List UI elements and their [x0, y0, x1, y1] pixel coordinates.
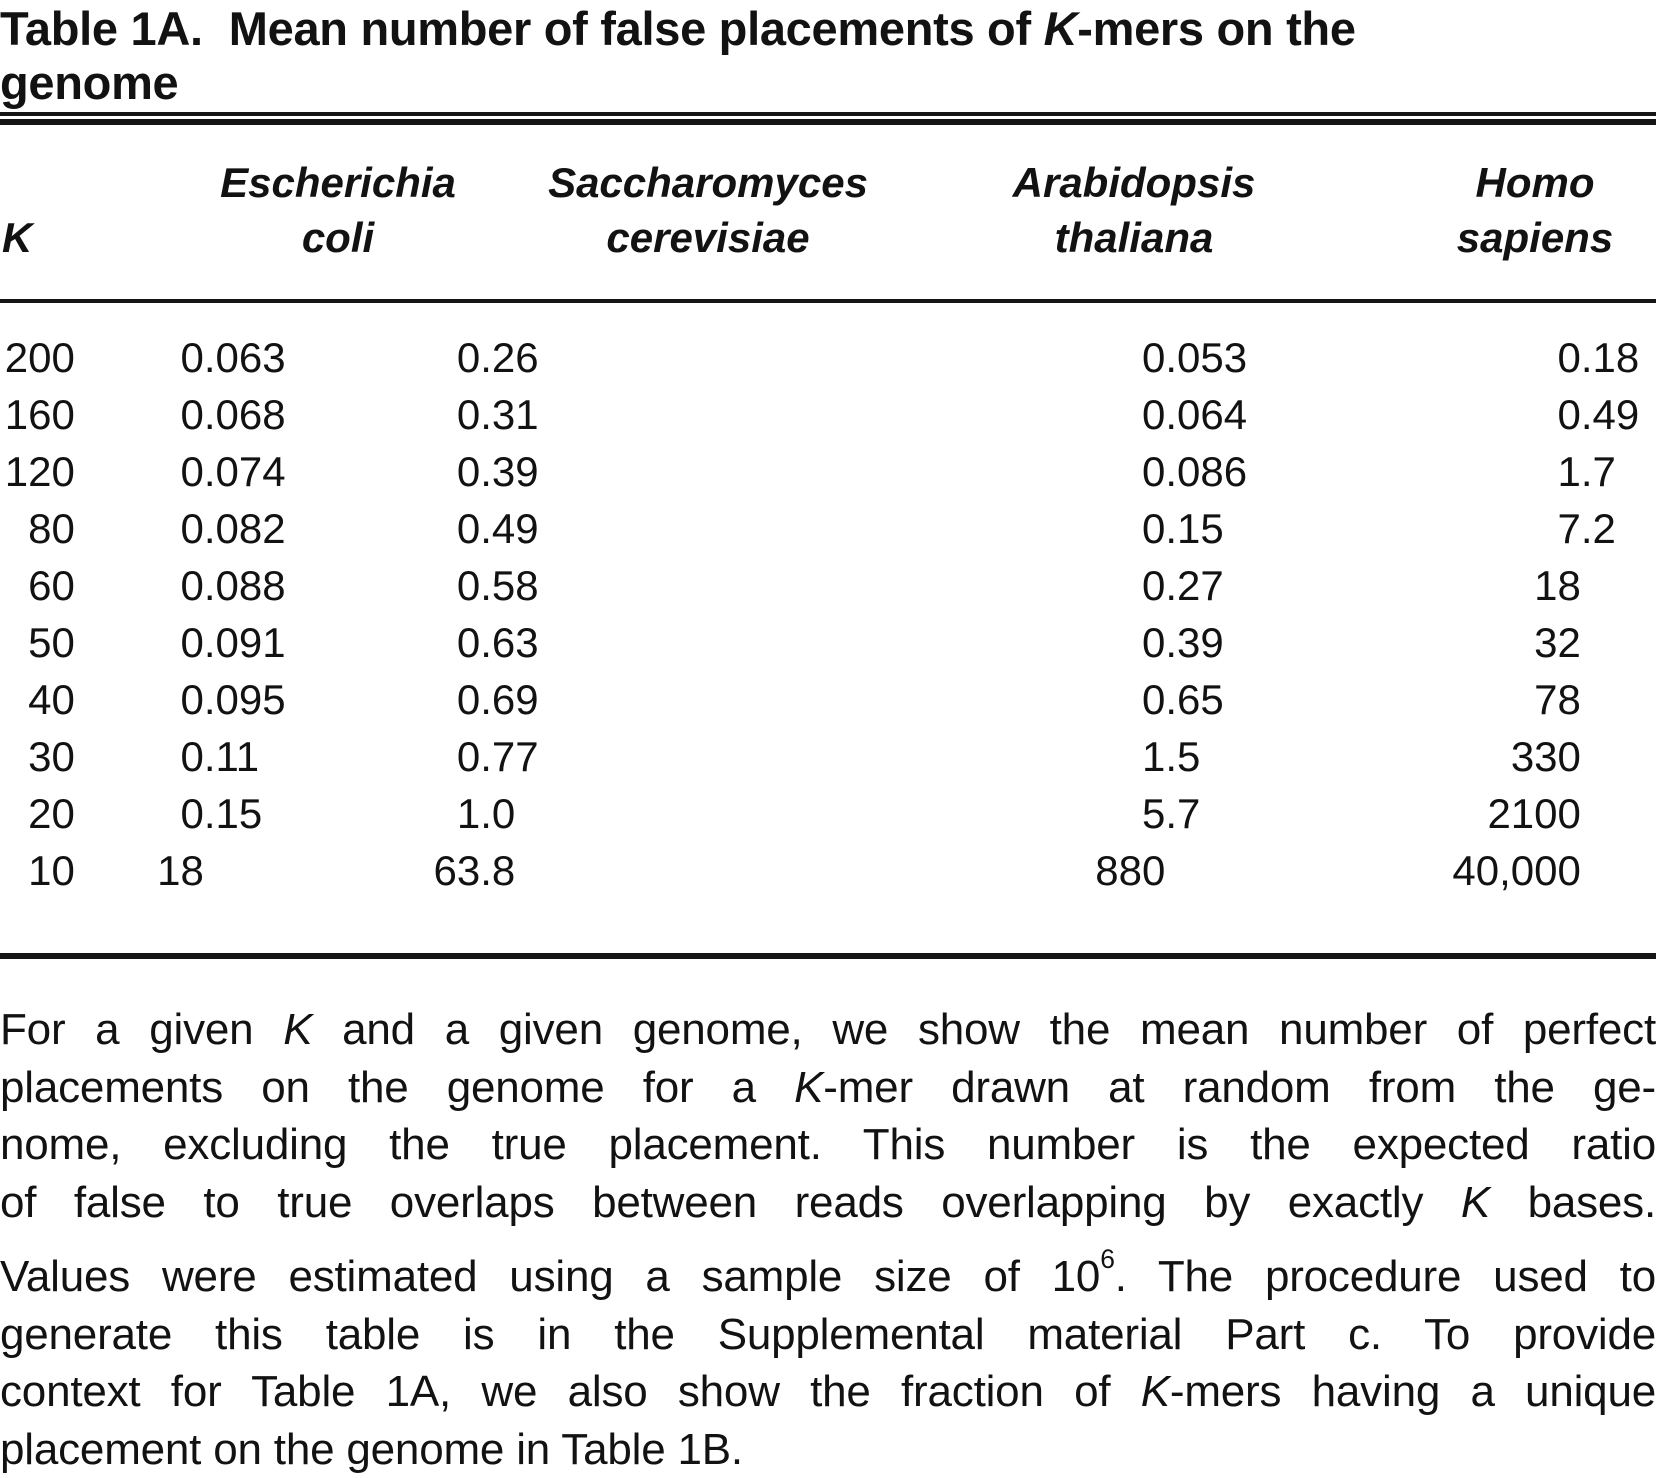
table-cell-k: 40 [0, 671, 79, 728]
value-fraction-part: .39 [480, 443, 538, 500]
column-header-line: cerevisiae [606, 210, 809, 265]
text-segment: K [283, 1005, 312, 1054]
value-integer-part: 0 [79, 614, 204, 671]
table-cell [333, 728, 702, 785]
value-integer-part: 0 [79, 443, 204, 500]
table-cell-k: 10 [0, 842, 79, 899]
value-integer-part: 0 [333, 671, 480, 728]
table-cell [702, 500, 1291, 557]
value-fraction-part: .7 [1165, 785, 1200, 842]
text-segment: For a given [0, 1005, 283, 1054]
table-cell [79, 443, 333, 500]
column-header-k [0, 210, 92, 265]
table-cell [333, 671, 702, 728]
text-segment: of false to true overlaps between reads overlapping by exactly [0, 1178, 1461, 1227]
value-integer-part: 0 [702, 329, 1165, 386]
table-title [0, 0, 1656, 110]
table-row [0, 443, 1656, 500]
value-integer-part: 0 [79, 557, 204, 614]
text-segment: K [1461, 1178, 1490, 1227]
text-segment: K [1141, 1367, 1170, 1416]
value-integer-part: 0 [333, 500, 480, 557]
table-cell [1291, 842, 1656, 899]
table-cell-k: 80 [0, 500, 79, 557]
value-fraction-part: .11 [204, 728, 259, 785]
table-cell [79, 842, 333, 899]
table-title-text-2 [0, 56, 178, 109]
table-body [0, 303, 1656, 899]
text-segment: placement on the genome in Table 1B. [0, 1425, 743, 1474]
value-fraction-part: .49 [1581, 386, 1639, 443]
value-integer-part: 63 [333, 842, 480, 899]
table-cell-k: 200 [0, 329, 79, 386]
table-cell [1291, 614, 1656, 671]
value-fraction-part: .082 [204, 500, 286, 557]
value-fraction-part: .074 [204, 443, 286, 500]
table-cell [79, 557, 333, 614]
value-integer-part: 5 [702, 785, 1165, 842]
caption-line [0, 1306, 1656, 1364]
value-fraction-part: .095 [204, 671, 286, 728]
value-integer-part: 0 [79, 728, 204, 785]
text-segment: nome, excluding the true placement. This number is the expected ratio [0, 1120, 1656, 1169]
table-cell [702, 842, 1291, 899]
table-caption [0, 1001, 1656, 1478]
text-segment: K [1044, 2, 1078, 55]
column-header-line: Escherichia [220, 155, 456, 210]
value-integer-part: 0 [79, 329, 204, 386]
value-fraction-part: .27 [1165, 557, 1223, 614]
value-integer-part: 0 [1291, 329, 1581, 386]
value-integer-part: 0 [333, 443, 480, 500]
caption-line [0, 1059, 1656, 1117]
caption-line [0, 1001, 1656, 1059]
table-row [0, 386, 1656, 443]
value-fraction-part: .31 [480, 386, 538, 443]
table-cell [333, 785, 702, 842]
table-number-label: Table 1A. [0, 2, 203, 55]
table-cell [333, 614, 702, 671]
table-cell [702, 785, 1291, 842]
table-cell [333, 500, 702, 557]
value-integer-part: 78 [1291, 671, 1581, 728]
value-integer-part: 7 [1291, 500, 1581, 557]
value-fraction-part: .091 [204, 614, 286, 671]
table-cell [1291, 329, 1656, 386]
table-cell-k: 20 [0, 785, 79, 842]
table-cell [702, 386, 1291, 443]
value-integer-part: 0 [333, 386, 480, 443]
column-header [1436, 155, 1634, 265]
column-header-line: sapiens [1457, 210, 1613, 265]
text-segment: -mers on the [1077, 2, 1355, 55]
value-fraction-part: .69 [480, 671, 538, 728]
table-cell [1291, 500, 1656, 557]
value-integer-part: 880 [702, 842, 1165, 899]
table-cell [333, 557, 702, 614]
value-integer-part: 0 [702, 386, 1165, 443]
text-segment: context for Table 1A, we also show the fraction of [0, 1367, 1141, 1416]
table-title-line2 [0, 56, 1656, 110]
table-cell [1291, 557, 1656, 614]
text-segment: -mer drawn at random from the ge- [823, 1063, 1656, 1112]
table-cell [1291, 728, 1656, 785]
table-cell [79, 785, 333, 842]
table-cell [79, 671, 333, 728]
value-integer-part: 1 [333, 785, 480, 842]
value-integer-part: 1 [702, 728, 1165, 785]
column-header-line: coli [302, 210, 374, 265]
column-header [832, 155, 1436, 265]
table-cell [333, 443, 702, 500]
value-integer-part: 0 [333, 614, 480, 671]
value-integer-part: 18 [79, 842, 204, 899]
text-segment: 6 [1100, 1244, 1114, 1274]
caption-line [0, 1231, 1656, 1306]
value-fraction-part: .26 [480, 329, 538, 386]
table-cell [79, 500, 333, 557]
table-cell [333, 386, 702, 443]
table-cell [1291, 443, 1656, 500]
value-fraction-part: .053 [1165, 329, 1247, 386]
value-integer-part: 0 [702, 614, 1165, 671]
value-integer-part: 0 [333, 329, 480, 386]
value-integer-part: 0 [702, 671, 1165, 728]
table-cell [702, 614, 1291, 671]
table-title-text [229, 2, 1356, 55]
table-row [0, 671, 1656, 728]
table-row [0, 329, 1656, 386]
value-integer-part: 0 [79, 386, 204, 443]
value-fraction-part: .18 [1581, 329, 1639, 386]
value-integer-part: 1 [1291, 443, 1581, 500]
table-cell [79, 614, 333, 671]
value-fraction-part: .063 [204, 329, 286, 386]
value-integer-part: 40,000 [1291, 842, 1581, 899]
value-integer-part: 18 [1291, 557, 1581, 614]
column-header-line: Homo [1476, 155, 1595, 210]
column-header-row [0, 125, 1656, 265]
bottom-rule [0, 953, 1656, 959]
table-cell [333, 329, 702, 386]
value-fraction-part: .58 [480, 557, 538, 614]
value-integer-part: 0 [1291, 386, 1581, 443]
table-cell [1291, 671, 1656, 728]
table-row [0, 842, 1656, 899]
text-segment: K [794, 1063, 823, 1112]
table-cell [702, 329, 1291, 386]
value-integer-part: 0 [79, 785, 204, 842]
table-row [0, 728, 1656, 785]
top-rule-thin [0, 112, 1656, 116]
table-cell [1291, 386, 1656, 443]
table-cell [702, 728, 1291, 785]
caption-line [0, 1174, 1656, 1232]
table-cell-k: 120 [0, 443, 79, 500]
table-row [0, 557, 1656, 614]
value-integer-part: 0 [702, 443, 1165, 500]
value-fraction-part: .068 [204, 386, 286, 443]
table-cell [702, 443, 1291, 500]
table-cell [702, 557, 1291, 614]
table-cell [333, 842, 702, 899]
value-fraction-part: .63 [480, 614, 538, 671]
text-segment: placements on the genome for a [0, 1063, 794, 1112]
table-cell-k: 30 [0, 728, 79, 785]
table-row [0, 500, 1656, 557]
table-cell-k: 160 [0, 386, 79, 443]
value-fraction-part: .15 [1165, 500, 1223, 557]
value-integer-part: 32 [1291, 614, 1581, 671]
value-integer-part: 0 [333, 728, 480, 785]
value-fraction-part: .39 [1165, 614, 1223, 671]
value-fraction-part: .088 [204, 557, 286, 614]
column-header-line: Saccharomyces [548, 155, 868, 210]
value-fraction-part: .7 [1581, 443, 1616, 500]
caption-line [0, 1421, 1656, 1478]
table-row [0, 785, 1656, 842]
text-segment: generate this table is in the Supplemental material Part c. To provide [0, 1310, 1656, 1359]
table-row [0, 614, 1656, 671]
value-fraction-part: .0 [480, 785, 515, 842]
value-fraction-part: .49 [480, 500, 538, 557]
table-cell [1291, 785, 1656, 842]
value-integer-part: 0 [79, 671, 204, 728]
table-cell [702, 671, 1291, 728]
table-cell [79, 329, 333, 386]
value-fraction-part: .5 [1165, 728, 1200, 785]
column-header-line: thaliana [1055, 210, 1214, 265]
caption-line [0, 1116, 1656, 1174]
table-cell-k: 50 [0, 614, 79, 671]
table-cell [79, 728, 333, 785]
text-segment: . The procedure used to [1115, 1252, 1656, 1301]
value-fraction-part: .8 [480, 842, 515, 899]
value-fraction-part: .65 [1165, 671, 1223, 728]
value-fraction-part: .77 [480, 728, 538, 785]
text-segment: genome [0, 56, 178, 109]
top-double-rule [0, 112, 1656, 125]
table-cell-k: 60 [0, 557, 79, 614]
table-title-line1 [0, 2, 1656, 56]
text-segment: -mers having a unique [1170, 1367, 1656, 1416]
value-integer-part: 330 [1291, 728, 1581, 785]
value-integer-part: 0 [79, 500, 204, 557]
column-header [92, 155, 584, 265]
value-fraction-part: .086 [1165, 443, 1247, 500]
text-segment: Values were estimated using a sample size of 10 [0, 1252, 1100, 1301]
text-segment: Mean number of false placements of [229, 2, 1044, 55]
value-integer-part: 0 [702, 557, 1165, 614]
table-cell [79, 386, 333, 443]
caption-line [0, 1363, 1656, 1421]
value-integer-part: 0 [702, 500, 1165, 557]
column-header [584, 155, 832, 265]
text-segment: bases. [1490, 1178, 1656, 1227]
value-fraction-part: .2 [1581, 500, 1616, 557]
value-integer-part: 0 [333, 557, 480, 614]
value-integer-part: 2100 [1291, 785, 1581, 842]
column-header-line: Arabidopsis [1013, 155, 1256, 210]
value-fraction-part: .064 [1165, 386, 1247, 443]
column-header-k-label: K [2, 210, 32, 265]
value-fraction-part: .15 [204, 785, 262, 842]
text-segment: and a given genome, we show the mean number of perfect [312, 1005, 1656, 1054]
